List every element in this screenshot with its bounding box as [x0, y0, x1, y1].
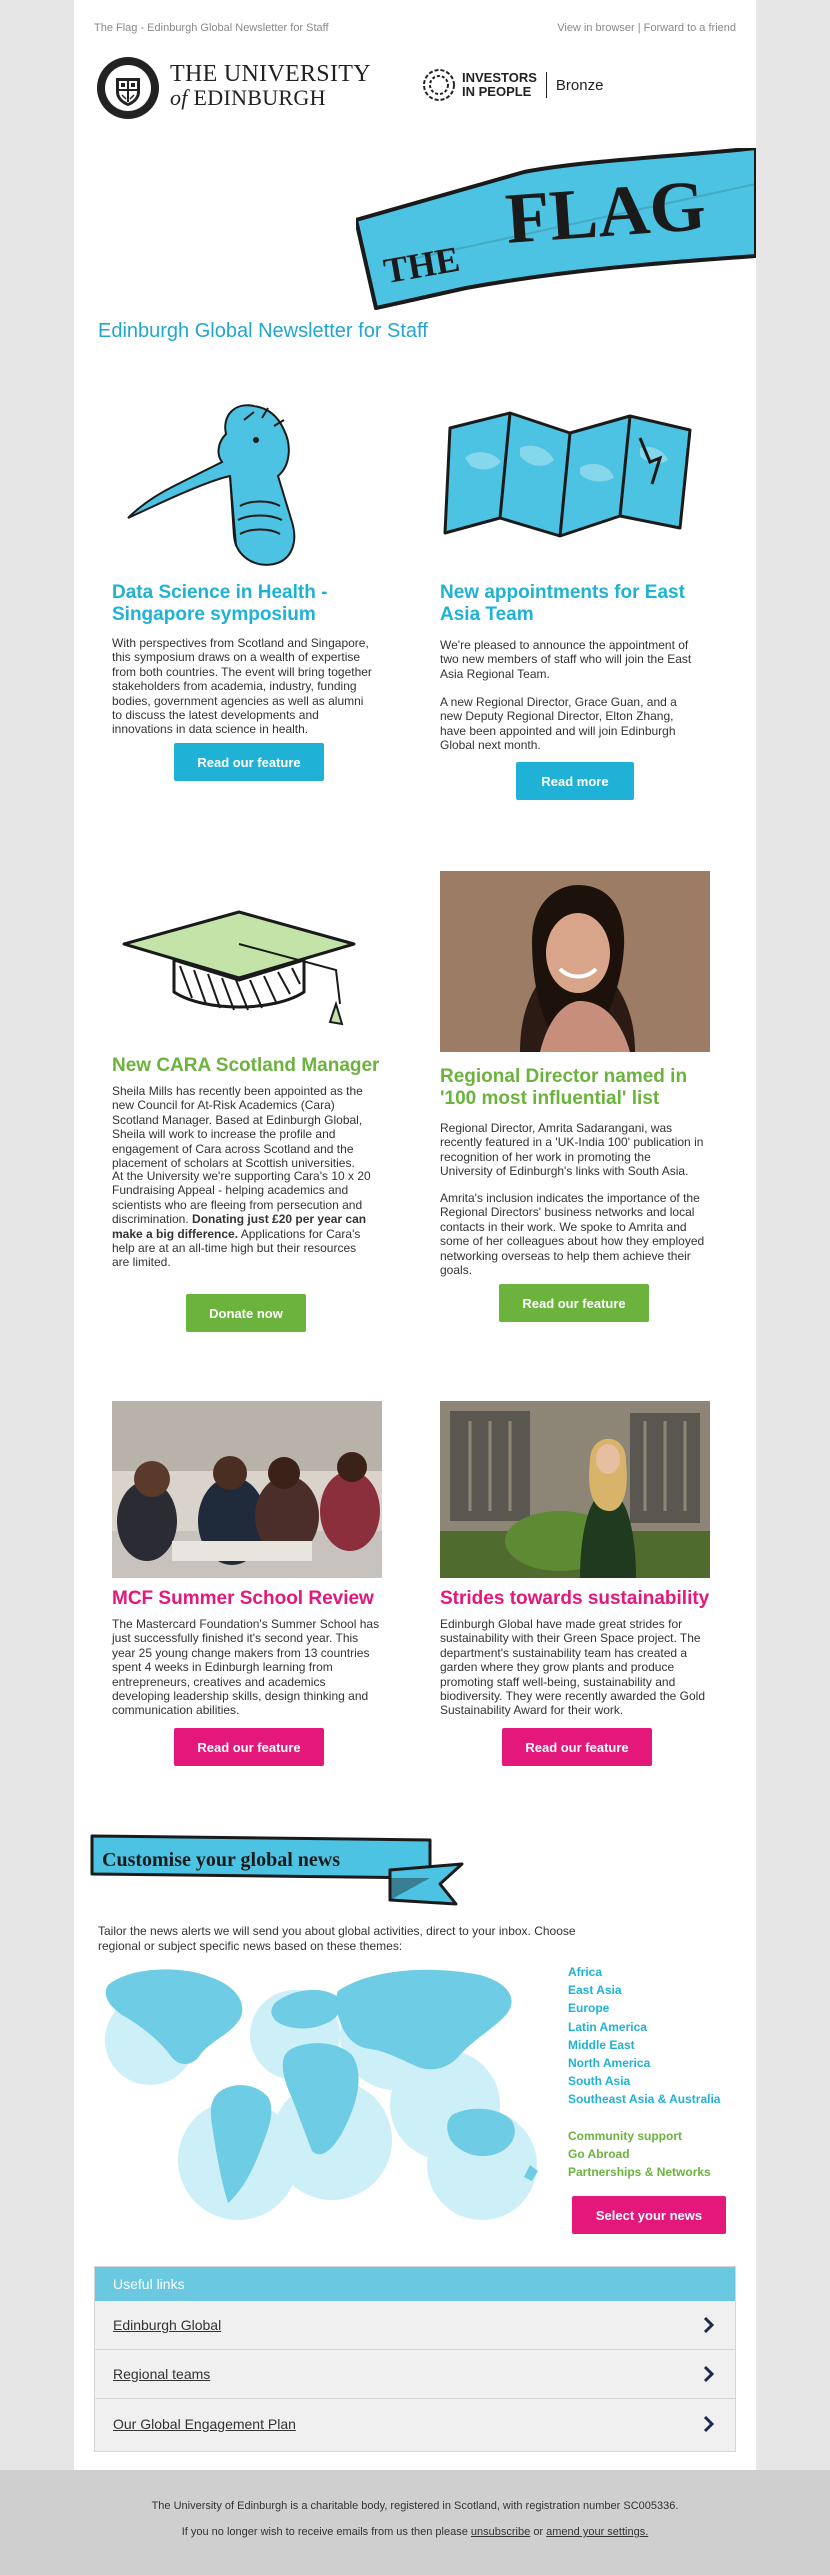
article3-body-2	[112, 1169, 376, 1270]
merlion-illustration	[114, 396, 344, 571]
footer-or: or	[533, 2526, 544, 2538]
iip-line2: IN PEOPLE	[462, 84, 532, 99]
region-list	[568, 1963, 720, 2109]
region-europe[interactable]: Europe	[568, 2001, 610, 2016]
chevron-right-icon[interactable]	[703, 2415, 715, 2433]
customise-banner	[90, 1830, 470, 1910]
region-latin-america[interactable]: Latin America	[568, 2019, 647, 2034]
article6-read-feature-button[interactable]: Read our feature	[502, 1728, 652, 1766]
customise-text: Tailor the news alerts we will send you about global activities, direct to your inbox. Choose regional or subject specific news based on these themes:	[98, 1924, 576, 1953]
article2-title[interactable]: New appointments for East Asia Team	[440, 582, 685, 625]
iip-level: Bronze	[555, 76, 604, 94]
footer	[0, 2470, 830, 2575]
article5-body: The Mastercard Foundation's Summer School has just successfully finished it's second year. This year 25 young change makers from 13 countries spent 4 weeks in Edinburgh learning from entrepreneurs, creatives and academics developing leadership skills, design thinking and communication abilities.	[112, 1617, 380, 1718]
region-east-asia[interactable]: East Asia	[568, 1983, 622, 1998]
chevron-right-icon[interactable]	[703, 2316, 715, 2334]
useful-links-panel	[94, 2266, 736, 2452]
the-flag-masthead	[356, 148, 756, 328]
article3-title[interactable]: New CARA Scotland Manager	[112, 1055, 380, 1076]
useful-link-label[interactable]: Regional teams	[113, 2366, 211, 2382]
preheader-title: The Flag - Edinburgh Global Newsletter for Staff	[94, 22, 329, 34]
useful-link-global-engagement-plan[interactable]	[95, 2399, 735, 2448]
useful-link-label[interactable]: Our Global Engagement Plan	[113, 2415, 296, 2432]
article2-body-2: A new Regional Director, Grace Guan, and a new Deputy Regional Director, Elton Zhang, have been appointed and will join Edinburgh Global next month.	[440, 695, 677, 753]
region-north-america[interactable]: North America	[568, 2056, 651, 2071]
amend-settings-link[interactable]: amend your settings.	[546, 2526, 649, 2538]
article4-title[interactable]: Regional Director named in '100 most influential' list	[440, 1066, 688, 1109]
topic-partnerships-networks[interactable]: Partnerships & Networks	[568, 2165, 711, 2180]
preheader-separator: |	[637, 22, 641, 34]
article6-body: Edinburgh Global have made great strides for sustainability with their Green Space project. The department's sustainability team has created a garden where they grow plants and produce promoting staff well-being, sustainability and biodiversity. They were recently awarded the Gold Sustainability Award for their work.	[440, 1617, 706, 1718]
article4-read-feature-button[interactable]: Read our feature	[499, 1284, 649, 1322]
select-your-news-button[interactable]: Select your news	[572, 2196, 726, 2234]
region-south-asia[interactable]: South Asia	[568, 2074, 631, 2089]
article3-body: Sheila Mills has recently been appointed as the new Council for At-Risk Academics (Cara) Scotland Manager. Based at Edinburgh Global, Sheila will work to increase the profile and engagement of Cara across Scotland and the placement of scholars at Scottish universities.	[112, 1084, 363, 1171]
topic-community-support[interactable]: Community support	[568, 2129, 682, 2143]
topic-go-abroad[interactable]: Go Abroad	[568, 2147, 630, 2162]
article1-title[interactable]: Data Science in Health - Singapore symposium	[112, 582, 328, 625]
article3-donate-emphasis: Donating just £20 per year can make a big difference.	[112, 1212, 367, 1241]
article2-body: We're pleased to announce the appointment of two new members of staff who will join the East Asia Regional Team.	[440, 638, 692, 681]
intro-title: Edinburgh Global Newsletter for Staff	[98, 320, 428, 342]
world-map-illustration	[100, 1955, 560, 2225]
newsletter-body	[74, 0, 756, 2470]
wordmark-line1: THE UNIVERSITY	[170, 61, 371, 87]
university-wordmark	[170, 62, 371, 110]
map-illustration	[440, 408, 700, 543]
article4-body: Regional Director, Amrita Sadarangani, was recently featured in a 'UK-India 100' publication in recognition of her work in promoting the University of Edinburgh's links with South Asia.	[440, 1121, 704, 1179]
amrita-portrait-photo	[440, 871, 710, 1052]
footer-unsubscribe-prefix: If you no longer wish to receive emails from us then please	[181, 2526, 468, 2538]
article5-read-feature-button[interactable]: Read our feature	[174, 1728, 324, 1766]
laurel-wreath-icon	[422, 68, 456, 102]
useful-link-regional-teams[interactable]	[95, 2350, 735, 2399]
wordmark-of: of	[170, 85, 188, 110]
iip-line1: INVESTORS	[462, 70, 537, 85]
unsubscribe-link[interactable]: unsubscribe	[470, 2526, 531, 2538]
view-in-browser-link[interactable]: View in browser	[557, 22, 635, 34]
region-africa[interactable]: Africa	[568, 1965, 603, 1979]
preheader-links	[557, 22, 736, 34]
article2-read-more-button[interactable]: Read more	[516, 762, 634, 800]
wordmark-line2: EDINBURGH	[193, 85, 326, 110]
graduation-cap-illustration	[114, 900, 364, 1030]
investors-in-people-logo	[422, 68, 603, 102]
article4-body-2: Amrita's inclusion indicates the importance of the Regional Directors' business networks and local contacts in their work. We spoke to Amrita and some of her colleagues about how they employed networking overseas to help them achieve their goals.	[440, 1191, 705, 1278]
article3-appeal-text: At the University we're supporting Cara's 10 x 20 Fundraising Appeal - helping academics and scientists who are fleeing from persecution and discrimination.	[112, 1169, 371, 1227]
chevron-right-icon[interactable]	[703, 2365, 715, 2383]
topic-list	[568, 2127, 711, 2182]
region-southeast-asia-australia[interactable]: Southeast Asia & Australia	[568, 2092, 721, 2107]
masthead-flag: FLAG	[503, 165, 709, 259]
summer-school-photo	[112, 1401, 382, 1578]
customise-banner-text: Customise your global news	[102, 1849, 340, 1871]
region-middle-east[interactable]: Middle East	[568, 2037, 635, 2052]
article5-title[interactable]: MCF Summer School Review	[112, 1588, 374, 1609]
useful-link-edinburgh-global[interactable]	[95, 2301, 735, 2350]
sustainability-garden-photo	[440, 1401, 710, 1578]
useful-links-header: Useful links	[95, 2267, 735, 2301]
article1-read-feature-button[interactable]: Read our feature	[174, 743, 324, 781]
donate-now-button[interactable]: Donate now	[186, 1294, 306, 1332]
article1-body: With perspectives from Scotland and Singapore, this symposium draws on a wealth of expertise from both countries. The event will bring together stakeholders from academia, industry, funding bodies, government agencies as well as alumni to discuss the latest developments and innovations in data science in health.	[112, 636, 372, 737]
university-crest-icon[interactable]	[96, 56, 160, 120]
masthead-the: THE	[380, 238, 463, 292]
footer-unsubscribe-line	[0, 2526, 830, 2538]
article6-title[interactable]: Strides towards sustainability	[440, 1588, 710, 1609]
forward-to-friend-link[interactable]: Forward to a friend	[643, 22, 736, 34]
useful-link-label[interactable]: Edinburgh Global	[113, 2317, 222, 2333]
article3-limits-text: Applications for Cara's help are at an all-time high but their resources are limited.	[112, 1226, 361, 1270]
footer-charity-text: The University of Edinburgh is a charitable body, registered in Scotland, with registration number SC005336.	[151, 2500, 679, 2512]
